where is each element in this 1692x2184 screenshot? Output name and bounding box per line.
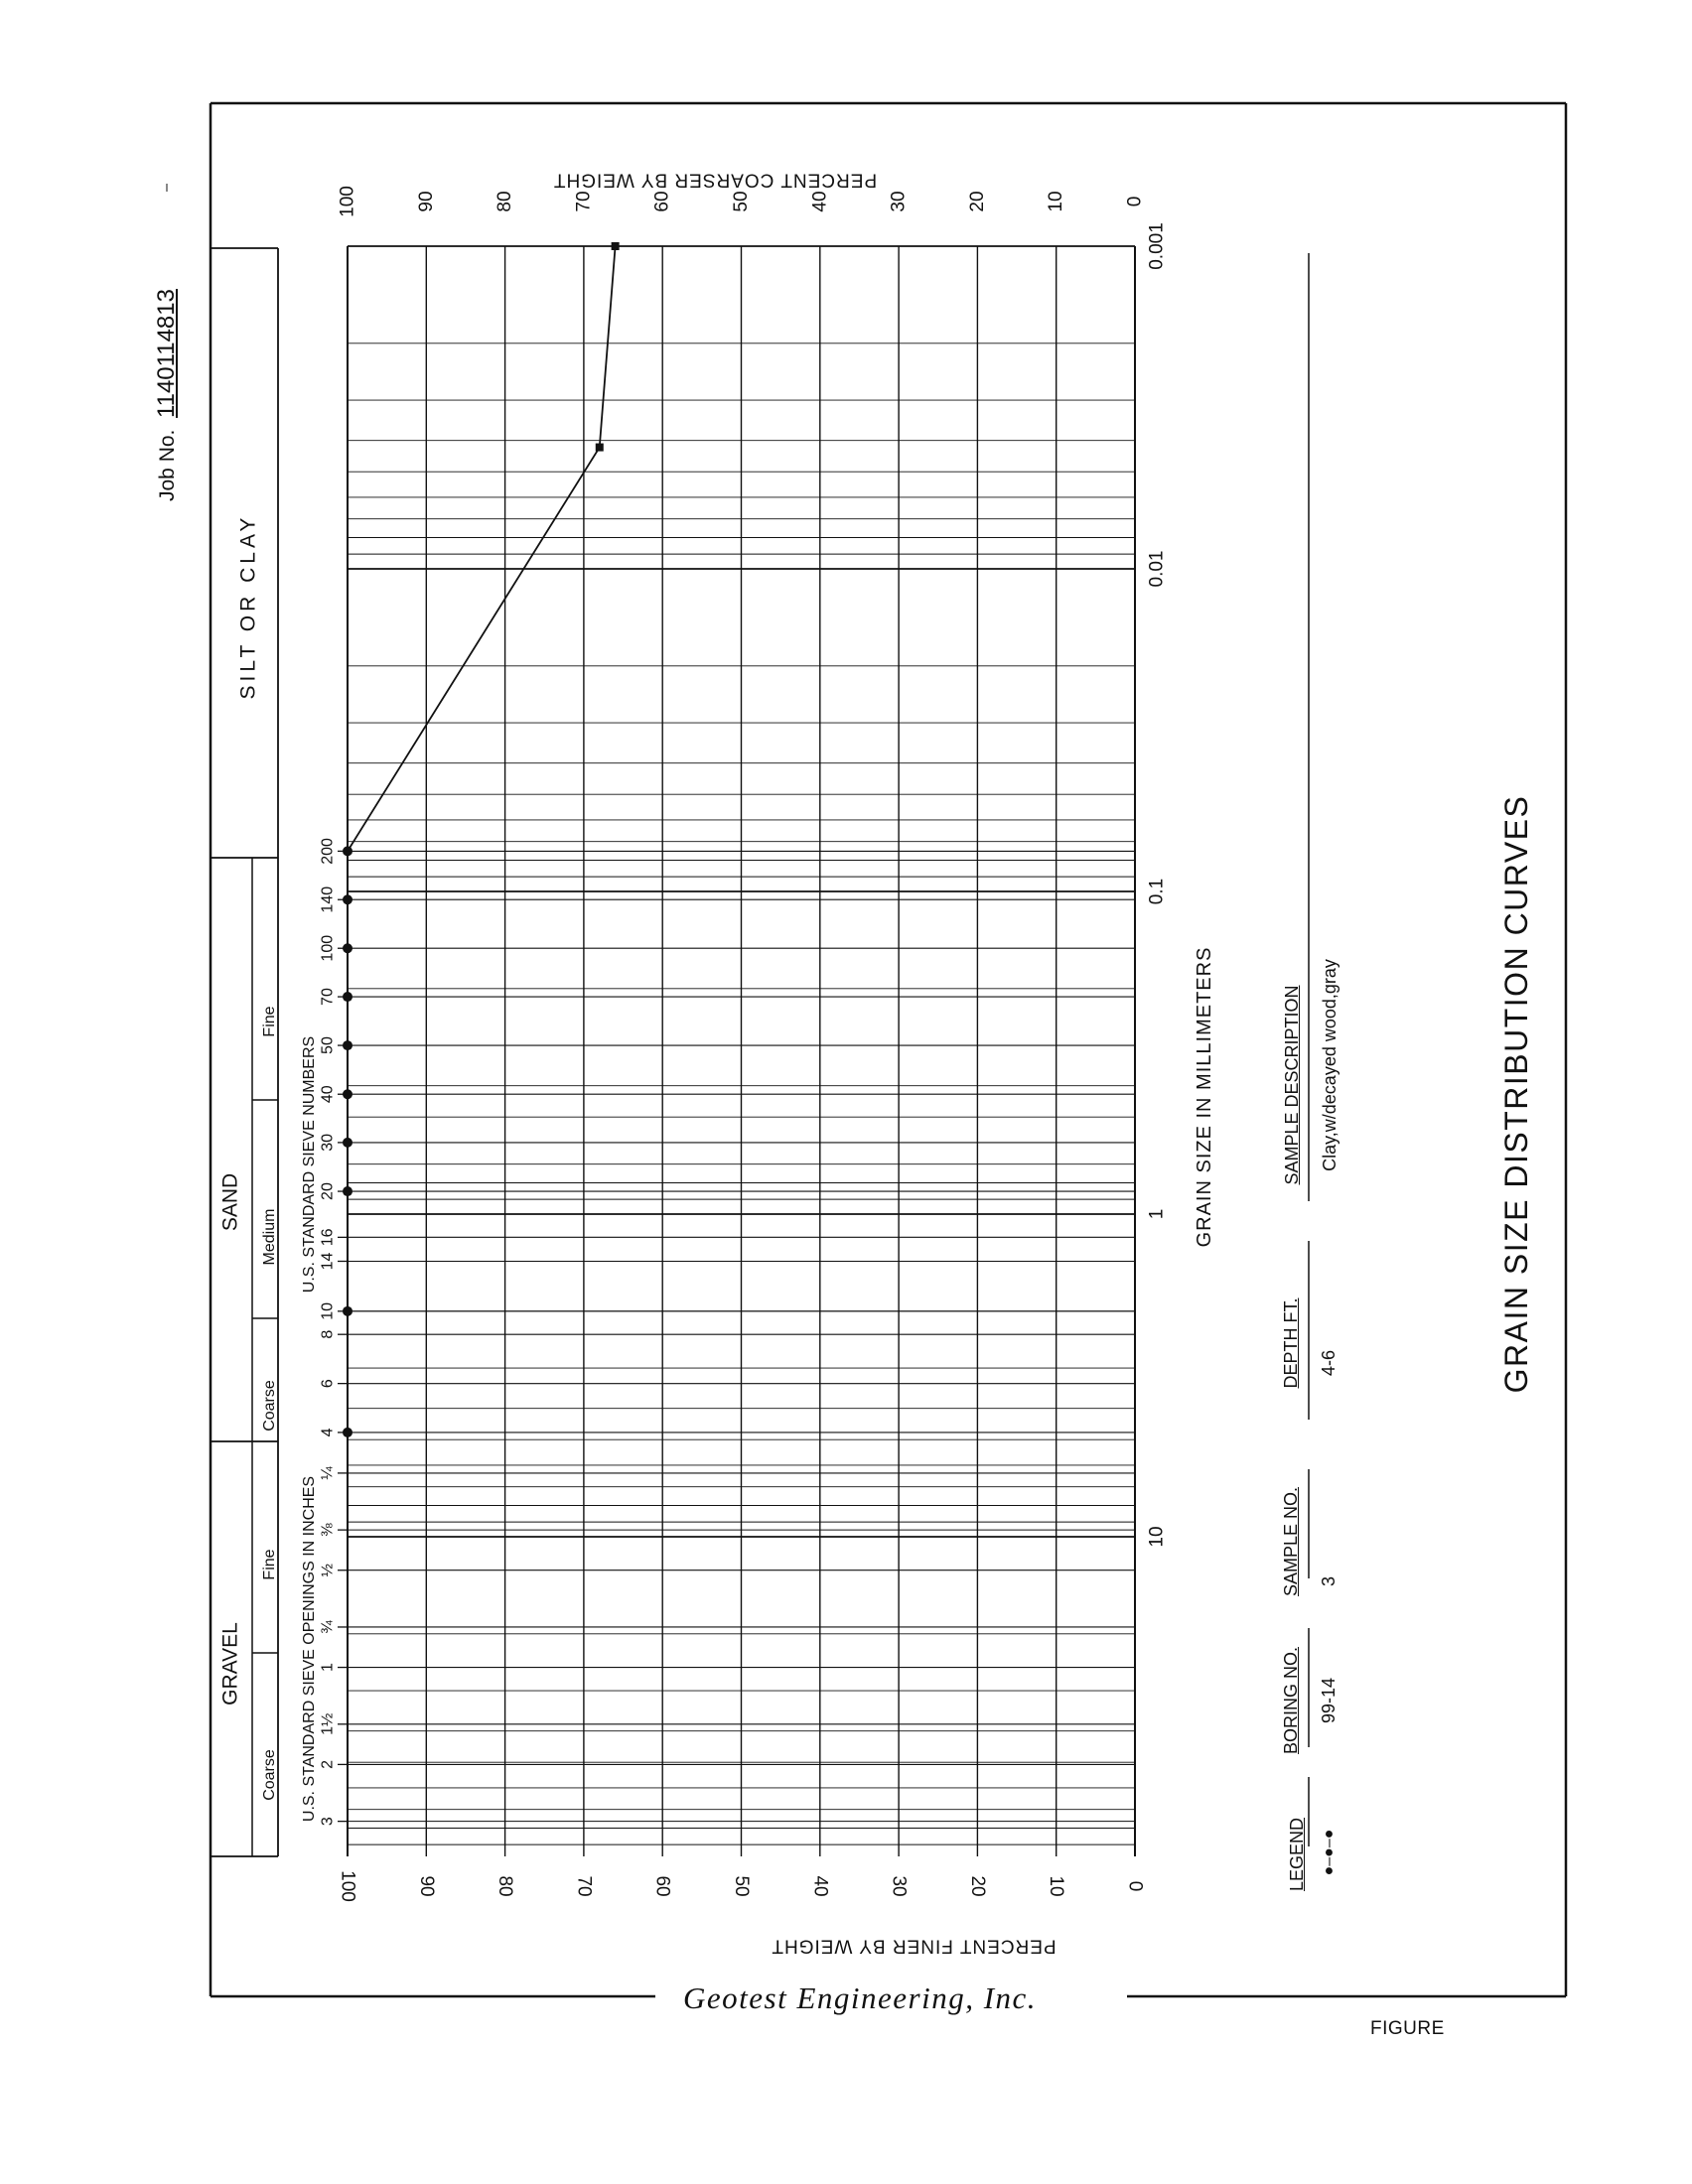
y2-tick-label: 10	[1046, 191, 1067, 212]
sieve-number-label: 14	[319, 1252, 337, 1271]
y2-tick-label: 100	[337, 186, 358, 217]
figure-label: FIGURE	[1370, 2018, 1445, 2039]
y-tick-label: 60	[651, 1875, 673, 1897]
x-tick-label: 10	[1146, 1526, 1168, 1548]
gravel-fine-label: Fine	[261, 1549, 278, 1580]
sieve-inch-label: 1½	[319, 1712, 337, 1735]
description-header: SAMPLE DESCRIPTION	[1282, 985, 1302, 1185]
sieve-number-label: 140	[319, 886, 337, 913]
y2-tick-label: 80	[494, 191, 516, 212]
y-tick-label: 80	[494, 1875, 516, 1897]
boring-header: BORING NO.	[1281, 1646, 1301, 1755]
sieve-inch-label: 1	[319, 1663, 337, 1673]
x-tick-label: 0.01	[1146, 550, 1168, 588]
y2-tick-label: 60	[651, 191, 673, 212]
y2-tick-label: 30	[888, 191, 910, 212]
sieve-number-label: 6	[319, 1379, 337, 1389]
y-tick-label: 40	[809, 1875, 831, 1897]
y2-tick-label: 0	[1124, 196, 1146, 207]
y-axis-title: PERCENT FINER BY WEIGHT	[771, 1935, 1057, 1957]
y-tick-label: 10	[1046, 1875, 1067, 1897]
sieve-number-label: 100	[319, 934, 337, 962]
sieve-number-label: 40	[319, 1085, 337, 1104]
y2-tick-label: 20	[966, 191, 988, 212]
sand-medium-label: Medium	[261, 1208, 278, 1266]
depth-header: DEPTH FT.	[1281, 1297, 1301, 1389]
sieve-number-label: 70	[319, 988, 337, 1006]
gravel-label: GRAVEL	[218, 1622, 242, 1706]
sieve-number-label: 16	[319, 1228, 337, 1247]
y-tick-label: 100	[337, 1870, 358, 1902]
y-tick-label: 90	[415, 1875, 437, 1897]
y2-tick-label: 50	[731, 191, 752, 212]
y-tick-label: 0	[1124, 1880, 1146, 1892]
y2-tick-label: 40	[809, 191, 831, 212]
x-tick-label: 0.1	[1146, 878, 1168, 905]
job-number: 1140114813	[153, 289, 180, 418]
sieve-number-label: 8	[319, 1329, 337, 1339]
sand-coarse-label: Coarse	[261, 1380, 278, 1432]
sieve-number-label: 4	[319, 1428, 337, 1437]
silt-clay-label: SILT OR CLAY	[236, 513, 260, 700]
sieve-number-label: 50	[319, 1036, 337, 1054]
description-value: Clay,w/decayed wood,gray	[1320, 959, 1340, 1171]
x-axis-title: GRAIN SIZE IN MILLIMETERS	[1194, 946, 1215, 1248]
legend-header: LEGEND	[1287, 1817, 1307, 1892]
sieve-number-label: 30	[319, 1134, 337, 1152]
sieve-inches-title: U.S. STANDARD SIEVE OPENINGS IN INCHES	[301, 1475, 318, 1823]
y-tick-label: 70	[573, 1875, 595, 1897]
chart-title: GRAIN SIZE DISTRIBUTION CURVES	[1498, 794, 1534, 1394]
sieve-inch-label: 2	[319, 1759, 337, 1769]
job-label-text: Job No.	[156, 429, 179, 501]
y-tick-label: 30	[888, 1875, 910, 1897]
sample-header: SAMPLE NO.	[1281, 1486, 1301, 1597]
sample-value: 3	[1319, 1575, 1339, 1587]
sand-label: SAND	[218, 1172, 242, 1232]
y2-axis-title: PERCENT COARSER BY WEIGHT	[552, 169, 878, 191]
sieve-inch-label: ⅜	[319, 1523, 337, 1537]
depth-value: 4-6	[1319, 1349, 1339, 1377]
x-tick-label: 0.001	[1146, 222, 1168, 270]
sand-fine-label: Fine	[261, 1006, 278, 1037]
gravel-coarse-label: Coarse	[261, 1749, 278, 1801]
boring-value: 99-14	[1319, 1677, 1339, 1724]
sieve-numbers-title: U.S. STANDARD SIEVE NUMBERS	[301, 1035, 318, 1294]
job-label	[155, 289, 179, 501]
y2-tick-label: 70	[573, 191, 595, 212]
sieve-inch-label: 3	[319, 1817, 337, 1827]
sieve-number-label: 20	[319, 1182, 337, 1200]
sieve-inch-label: ½	[319, 1564, 337, 1577]
legend-symbol: ●–●–●	[1321, 1829, 1338, 1876]
y-tick-label: 50	[731, 1875, 752, 1897]
sieve-inch-label: ¼	[319, 1466, 337, 1480]
sieve-inch-label: ¾	[319, 1620, 337, 1634]
company-name: Geotest Engineering, Inc.	[667, 1980, 1053, 2016]
y2-tick-label: 90	[415, 191, 437, 212]
sieve-number-label: 200	[319, 838, 337, 865]
y-tick-label: 20	[966, 1875, 988, 1897]
x-tick-label: 1	[1146, 1208, 1168, 1220]
sieve-number-label: 10	[319, 1301, 337, 1320]
